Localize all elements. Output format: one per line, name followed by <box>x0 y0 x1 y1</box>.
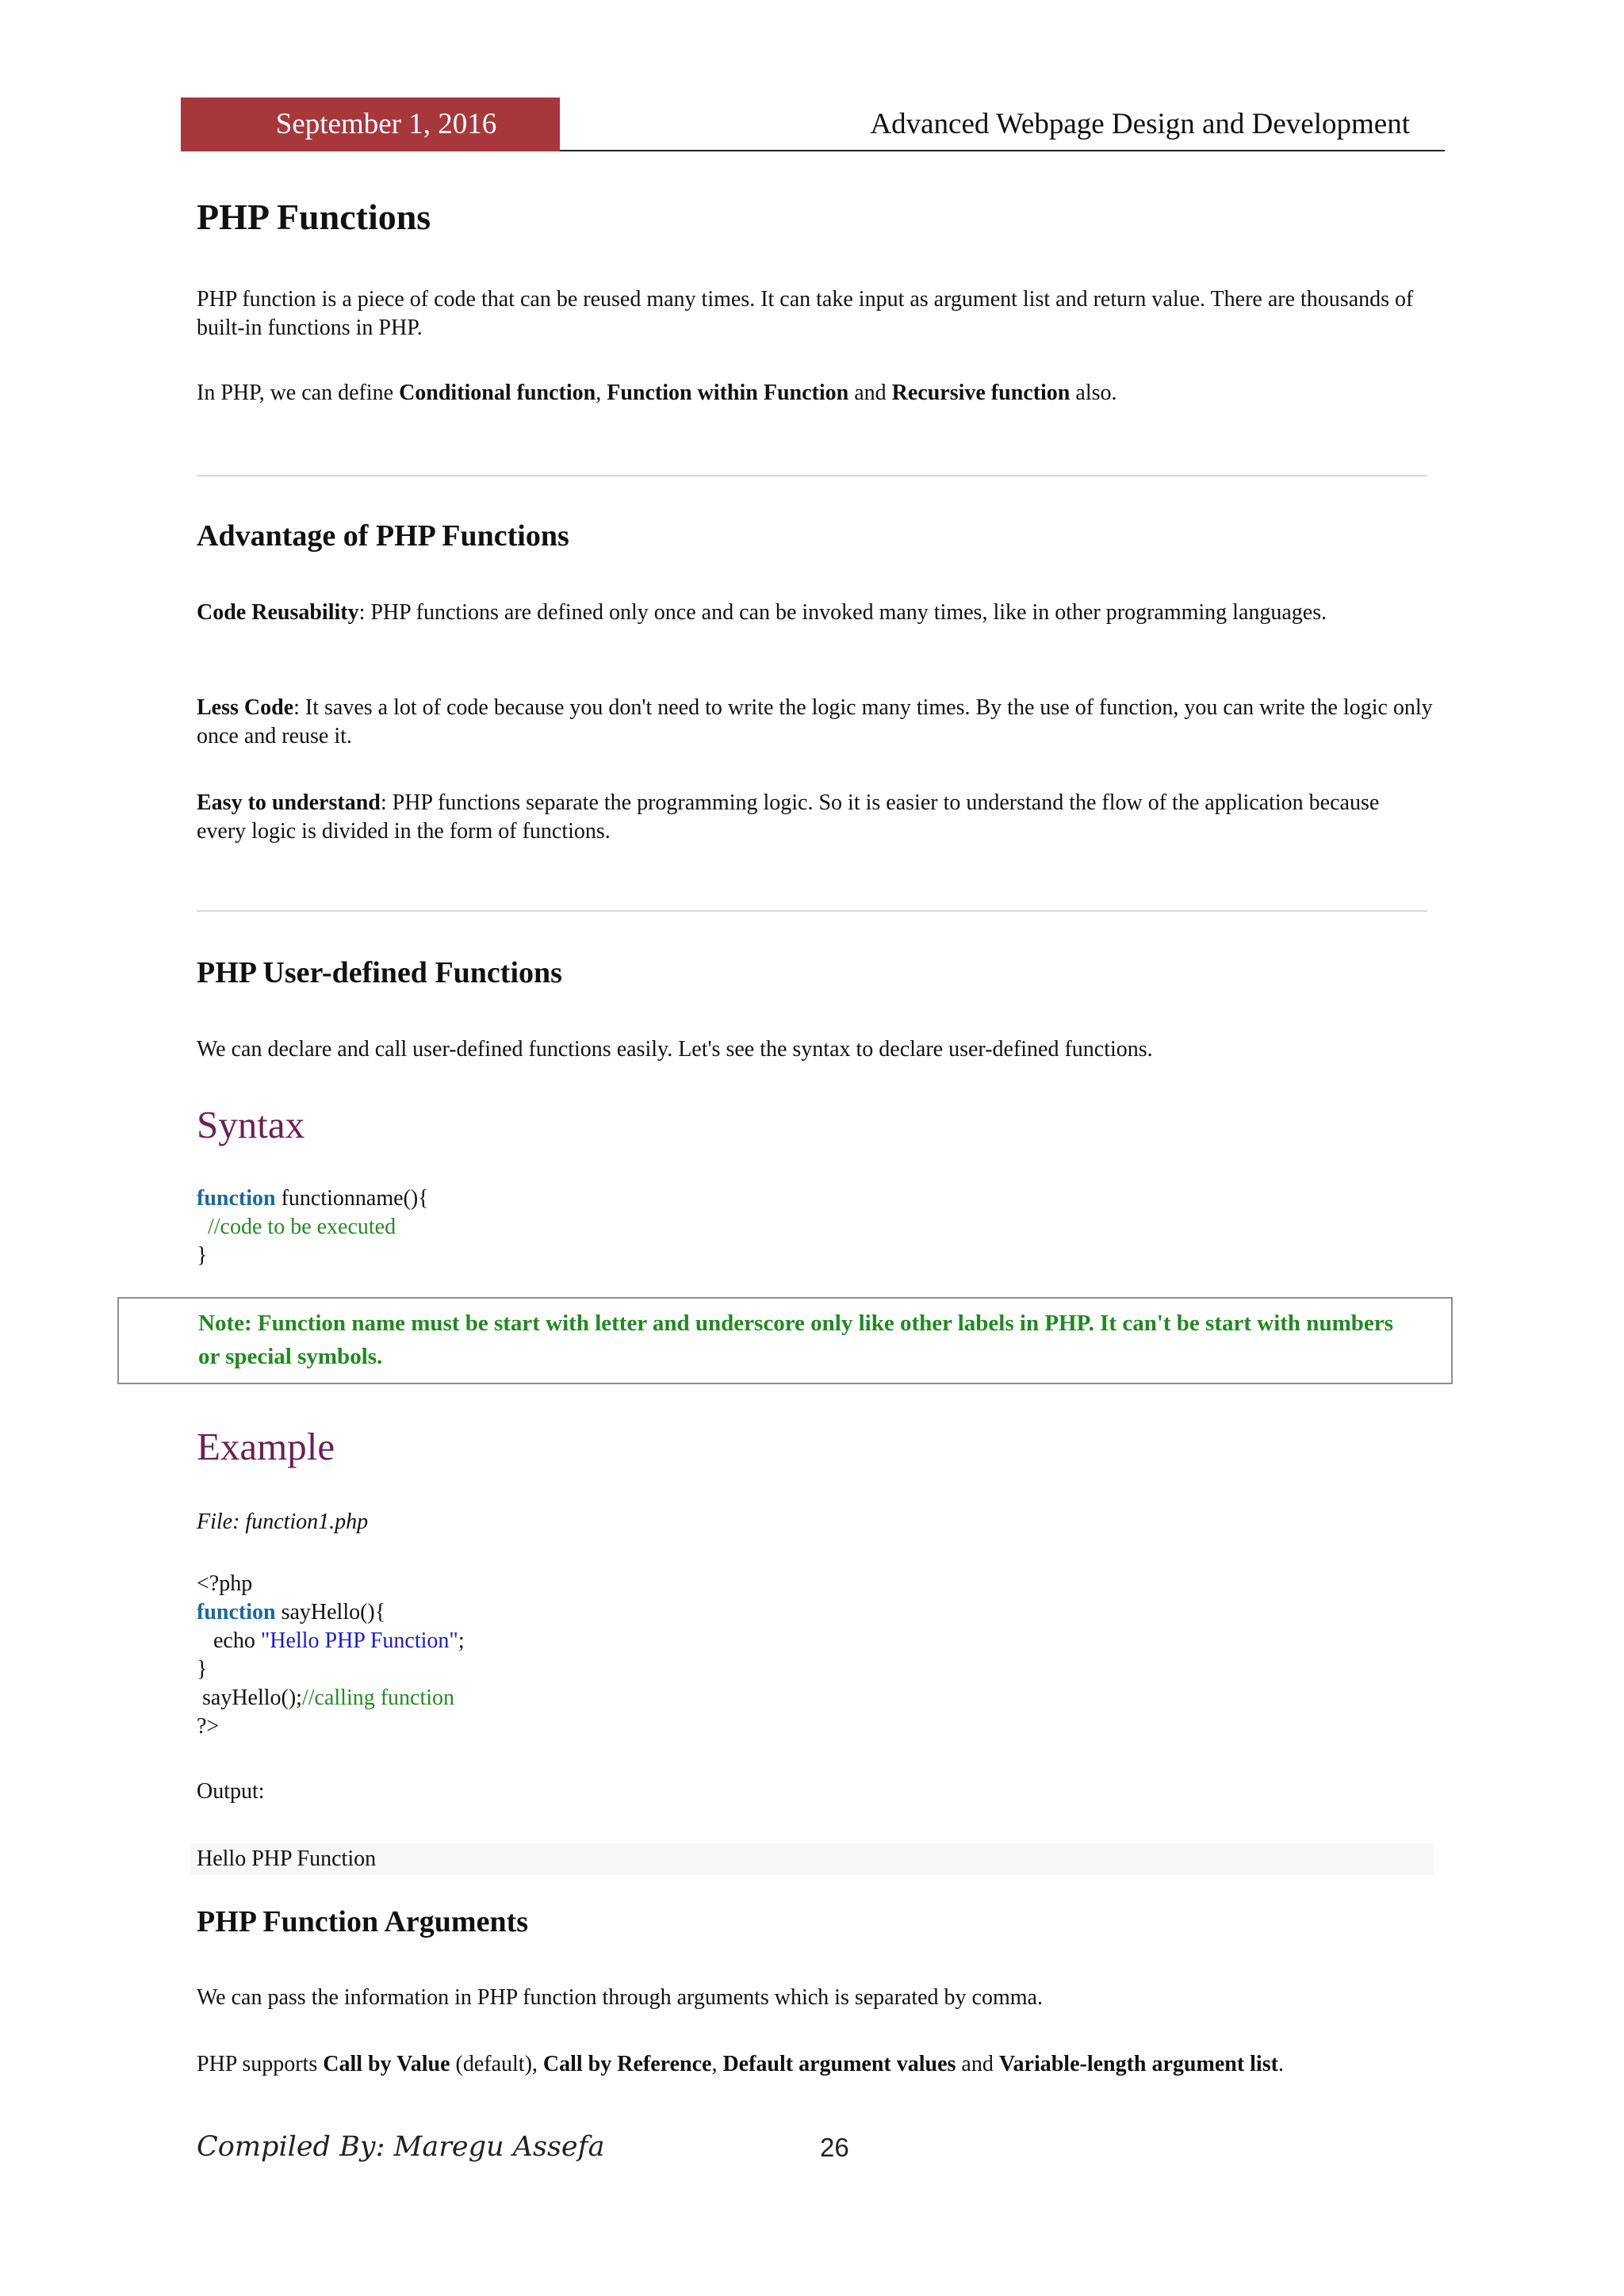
code-keyword: function <box>197 1186 276 1211</box>
advantage-text <box>197 694 1434 751</box>
heading-user-defined: PHP User-defined Functions <box>197 956 562 989</box>
code-text: sayHello(); <box>197 1686 302 1710</box>
text: . <box>1277 2052 1284 2076</box>
section-advantage <box>197 517 1434 555</box>
heading-arguments: PHP Function Arguments <box>197 1905 529 1938</box>
section-arguments <box>197 1903 1434 1941</box>
advantage-item <box>197 599 1434 627</box>
para-arguments-block <box>197 1984 1434 2012</box>
code-line <box>197 1627 1434 1655</box>
code-line <box>197 1570 1434 1598</box>
code-text: sayHello(){ <box>275 1600 386 1624</box>
advantage-desc: : It saves a lot of code because you don't need to write the logic many times. By the use of function, you can write the logic only once and reuse it. <box>197 695 1433 748</box>
header-title: Advanced Webpage Design and Development <box>870 108 1410 140</box>
heading-advantage: Advantage of PHP Functions <box>197 519 569 553</box>
output-label-block <box>197 1777 1434 1806</box>
code-text: } <box>197 1657 208 1682</box>
code-comment: //code to be executed <box>208 1215 396 1239</box>
bold-term: Call by Reference <box>542 2052 712 2076</box>
text: and <box>956 2052 999 2076</box>
code-line <box>197 1712 1434 1741</box>
footer-author: Compiled By: Maregu Assefa <box>197 2131 605 2163</box>
advantage-term: Less Code <box>197 695 294 720</box>
bold-term: Default argument values <box>722 2052 956 2076</box>
advantage-term: Easy to understand <box>197 790 381 815</box>
section-user-defined <box>197 954 1434 992</box>
bold-term: Call by Value <box>323 2052 450 2076</box>
bold-term: Conditional function <box>399 381 596 405</box>
divider <box>197 910 1427 912</box>
code-text: functionname(){ <box>275 1186 429 1211</box>
bold-term: Recursive function <box>891 381 1071 405</box>
code-line <box>197 1655 1434 1684</box>
code-line <box>197 1213 1434 1242</box>
section-php-functions <box>197 195 1434 239</box>
code-string: "Hello PHP Function" <box>260 1628 458 1653</box>
page-number: 26 <box>820 2133 849 2162</box>
heading-php-functions: PHP Functions <box>197 197 431 237</box>
code-line <box>197 1242 1434 1270</box>
output-label: Output: <box>197 1779 265 1804</box>
example-heading-block <box>197 1424 1434 1470</box>
code-comment: //calling function <box>301 1686 455 1710</box>
para-supports <box>197 2050 1434 2079</box>
text: also. <box>1070 381 1117 405</box>
text: and <box>848 381 892 405</box>
heading-syntax: Syntax <box>197 1103 305 1146</box>
syntax-code-block <box>197 1184 1434 1270</box>
advantage-desc: : PHP functions are defined only once and can be invoked many times, like in other programming languages. <box>358 600 1327 625</box>
note-text: Note: Function name must be start with letter and underscore only like other labels in PHP. It can't be start with numbers or special symbols. <box>198 1311 1393 1369</box>
note-box <box>117 1297 1453 1384</box>
code-line <box>197 1184 1434 1213</box>
text: (default), <box>450 2052 543 2076</box>
code-text: <?php <box>197 1571 253 1596</box>
code-text: echo <box>213 1628 261 1653</box>
output-block <box>197 1845 1434 1873</box>
advantage-text <box>197 789 1434 846</box>
para-user-defined: We can declare and call user-defined functions easily. Let's see the syntax to declare user-defined functions. <box>197 1037 1153 1062</box>
text: , <box>596 381 607 405</box>
output-text: Hello PHP Function <box>197 1846 377 1871</box>
example-file-label: File: function1.php <box>197 1510 369 1534</box>
heading-example: Example <box>197 1425 335 1468</box>
advantage-text <box>197 599 1434 627</box>
syntax-heading-block <box>197 1102 1434 1148</box>
example-code-block <box>197 1570 1434 1741</box>
code-line <box>197 1598 1434 1627</box>
bold-term: Function within Function <box>607 381 849 405</box>
advantage-desc: : PHP functions separate the programming logic. So it is easier to understand the flow of the application because every logic is divided in the form of functions. <box>197 790 1380 844</box>
para-intro-block <box>197 285 1434 342</box>
code-keyword: function <box>197 1600 276 1624</box>
bold-term: Variable-length argument list <box>998 2052 1278 2076</box>
divider <box>197 475 1427 476</box>
para-intro: PHP function is a piece of code that can be reused many times. It can take input as argument list and return value. There are thousands of built-in functions in PHP. <box>197 287 1414 340</box>
para-arguments: We can pass the information in PHP function through arguments which is separated by comma. <box>197 1985 1043 2010</box>
text: In PHP, we can define <box>197 381 400 405</box>
header-date: September 1, 2016 <box>181 98 560 151</box>
code-text: } <box>197 1243 208 1268</box>
header-rule <box>560 150 1445 151</box>
advantage-term: Code Reusability <box>197 600 359 625</box>
advantage-item <box>197 789 1434 846</box>
para-user-defined-block <box>197 1035 1434 1064</box>
code-text: ; <box>458 1628 465 1653</box>
para-define-block <box>197 379 1434 408</box>
text: , <box>711 2052 723 2076</box>
code-text: ?> <box>197 1714 220 1739</box>
text: PHP supports <box>197 2052 324 2076</box>
para-supports-block <box>197 2050 1434 2079</box>
advantage-item <box>197 694 1434 751</box>
para-define <box>197 379 1434 408</box>
example-file-block <box>197 1508 1434 1536</box>
code-line <box>197 1684 1434 1712</box>
